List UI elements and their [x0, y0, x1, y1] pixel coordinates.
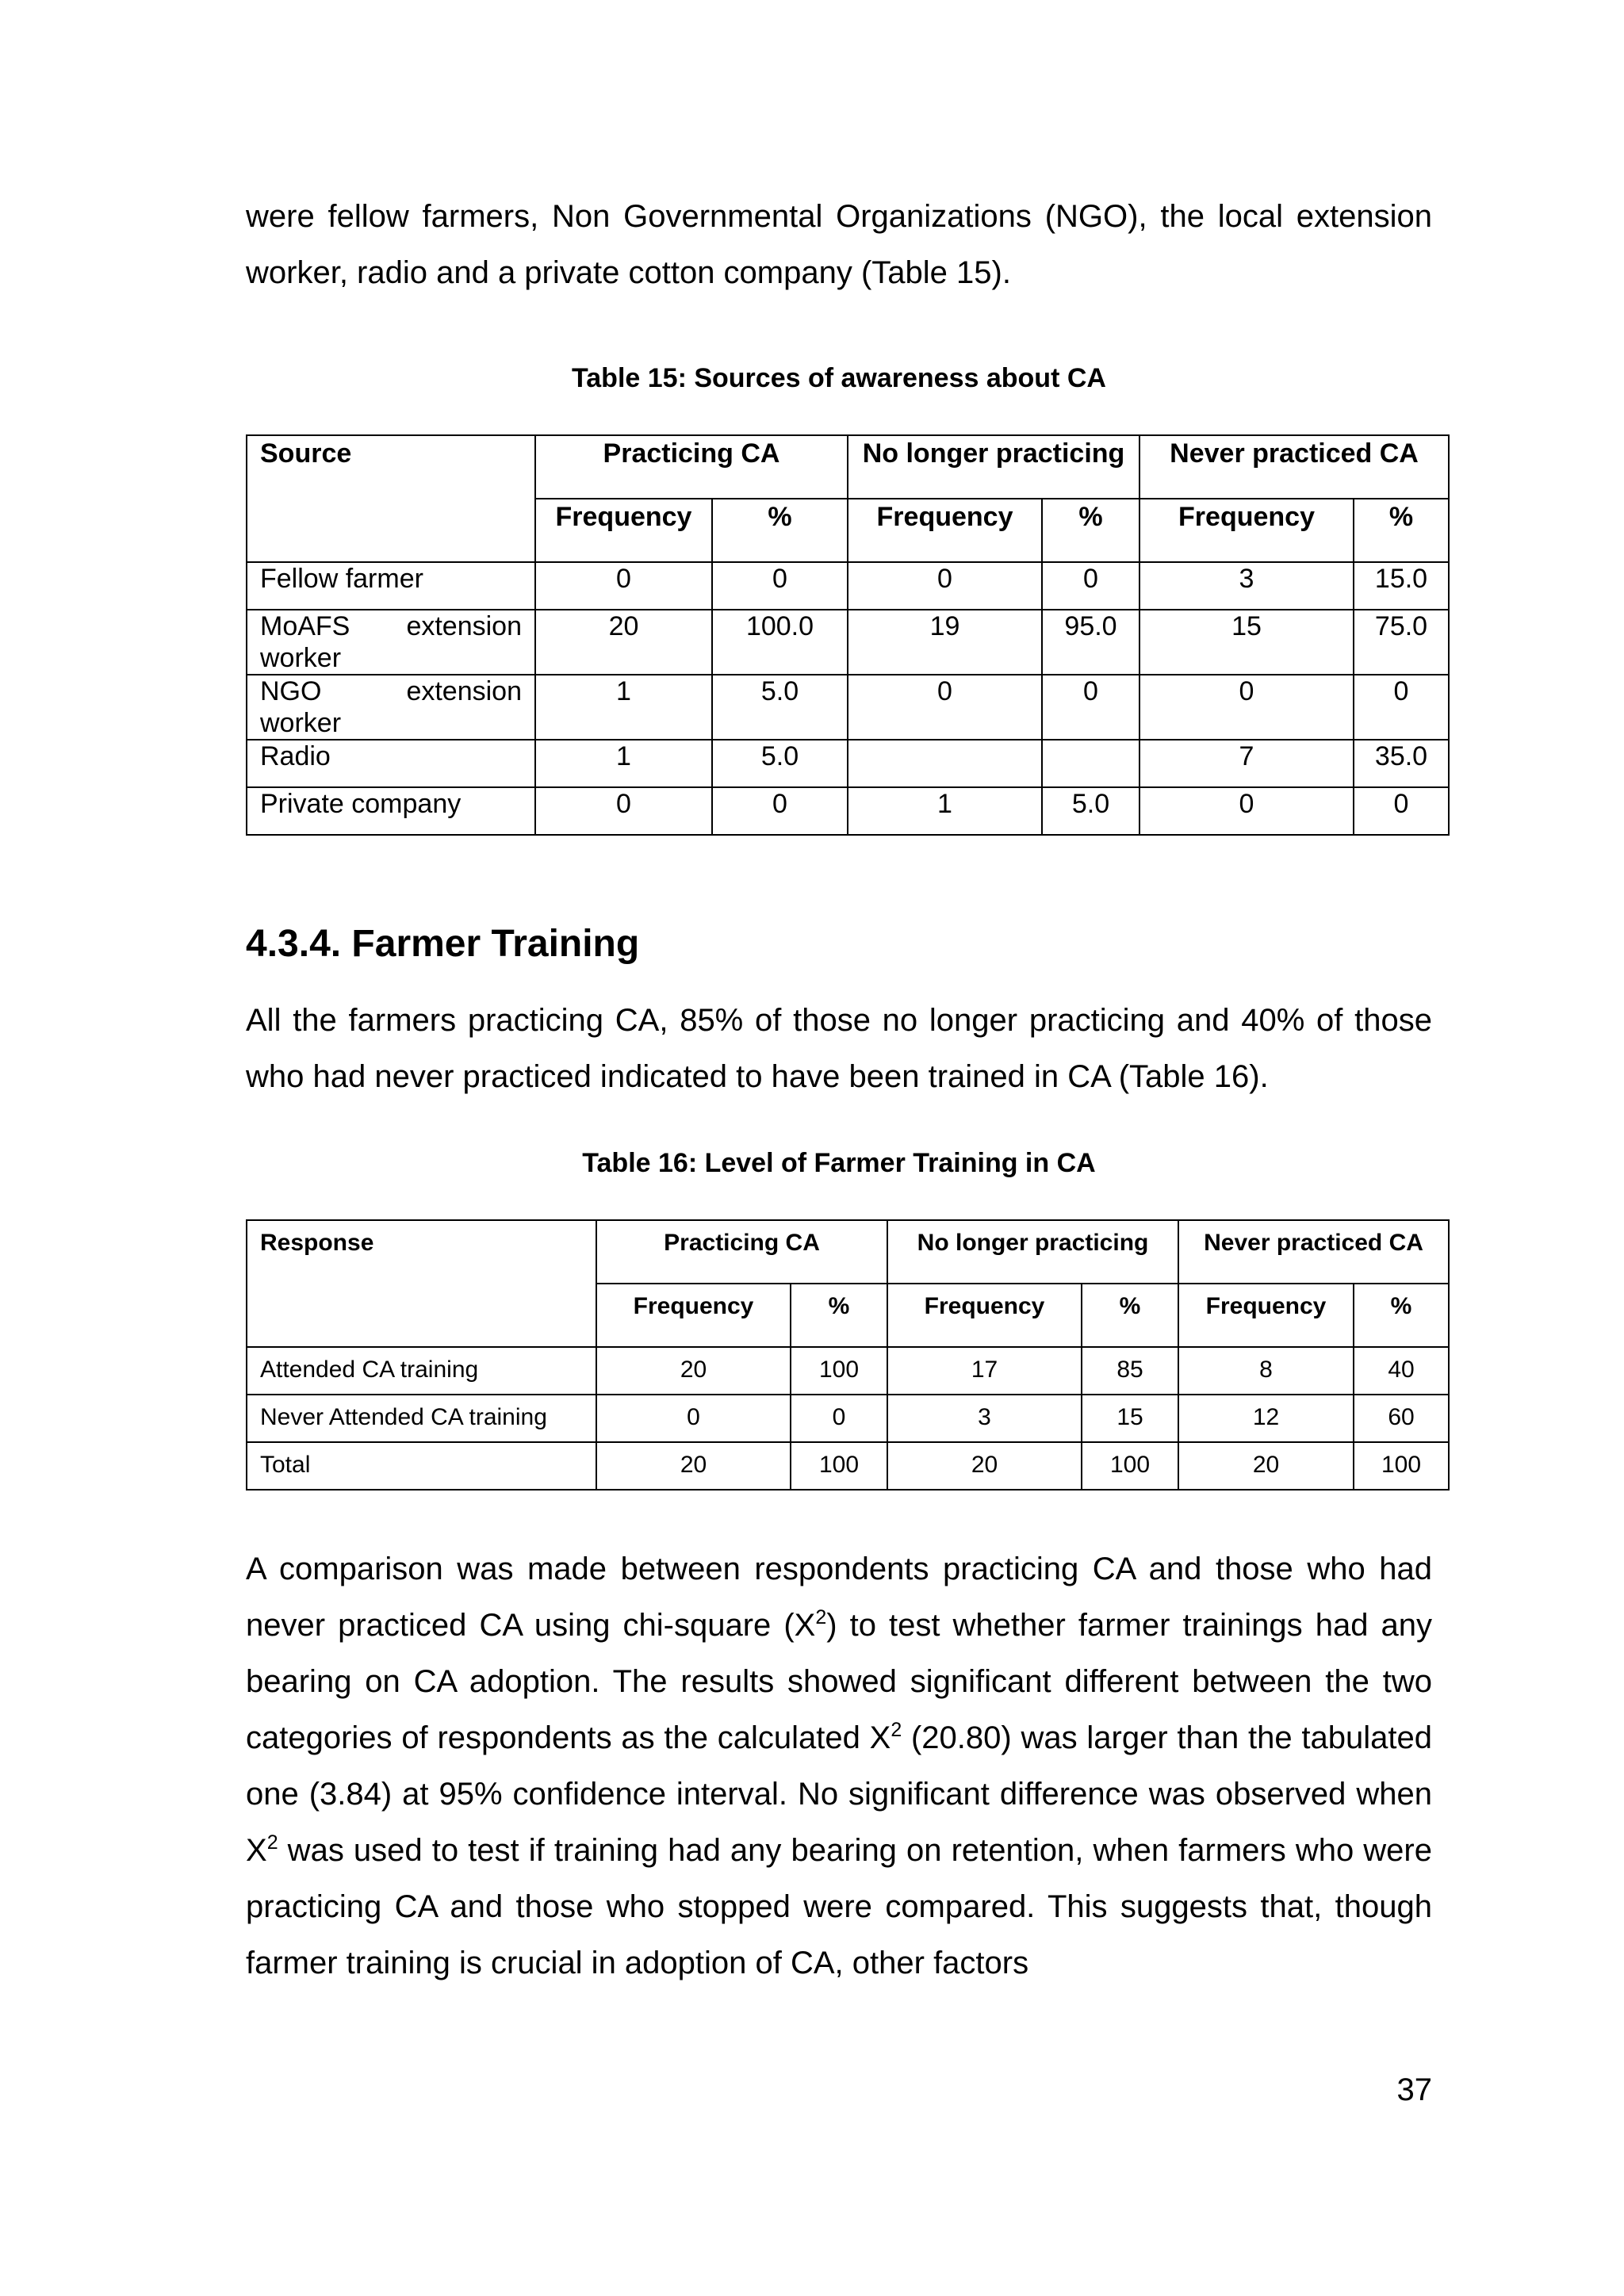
table-cell: 5.0	[712, 675, 848, 740]
table-row	[247, 1347, 1449, 1395]
table-cell: 15.0	[1354, 562, 1449, 610]
table-16-group-header: Never practiced CA	[1178, 1220, 1449, 1284]
table-cell: 15	[1082, 1395, 1178, 1442]
paragraph-3-text: (20.80) was larger than the tabulated one (3.84) at 95% confidence interval. No significant difference was observed when X	[246, 1720, 1432, 1868]
superscript: 2	[891, 1719, 902, 1741]
table-row	[247, 675, 1449, 740]
table-cell: 12	[1178, 1395, 1354, 1442]
page-number: 37	[1396, 2072, 1432, 2107]
table-cell: 0	[1139, 787, 1354, 835]
row-label: MoAFS extension worker	[247, 610, 535, 675]
row-label: Private company	[247, 787, 535, 835]
table-cell: 17	[887, 1347, 1082, 1395]
table-16-sub-header: Frequency	[1178, 1284, 1354, 1347]
table-16	[246, 1219, 1450, 1490]
superscript: 2	[266, 1831, 278, 1854]
table-cell: 0	[712, 787, 848, 835]
table-cell: 100	[1082, 1442, 1178, 1490]
table-cell: 19	[848, 610, 1042, 675]
table-15	[246, 434, 1450, 836]
row-label: Fellow farmer	[247, 562, 535, 610]
table-cell: 8	[1178, 1347, 1354, 1395]
table-row	[247, 610, 1449, 675]
table-16-caption: Table 16: Level of Farmer Training in CA	[582, 1148, 1096, 1178]
paragraph-3	[246, 1541, 1432, 1992]
table-row	[247, 787, 1449, 835]
table-cell: 100	[791, 1442, 887, 1490]
table-row	[247, 562, 1449, 610]
table-16-group-header: No longer practicing	[887, 1220, 1178, 1284]
table-cell: 100	[1354, 1442, 1449, 1490]
table-cell: 85	[1082, 1347, 1178, 1395]
section-heading: 4.3.4. Farmer Training	[246, 923, 640, 965]
table-15-group-header: No longer practicing	[848, 435, 1139, 499]
table-cell: 15	[1139, 610, 1354, 675]
table-cell: 20	[596, 1442, 791, 1490]
table-16-response-header: Response	[247, 1220, 596, 1347]
table-cell: 40	[1354, 1347, 1449, 1395]
table-row	[247, 1395, 1449, 1442]
table-15-group-header: Never practiced CA	[1139, 435, 1449, 499]
table-cell: 5.0	[712, 740, 848, 787]
row-label: Total	[247, 1442, 596, 1490]
table-15-sub-header: Frequency	[1139, 499, 1354, 562]
table-cell: 35.0	[1354, 740, 1449, 787]
paragraph-3-text: A comparison was made between respondents practicing CA and those who had never practiced CA using chi-square (X	[246, 1552, 1432, 1643]
table-cell: 0	[848, 675, 1042, 740]
table-cell: 20	[535, 610, 712, 675]
table-15-sub-header: Frequency	[848, 499, 1042, 562]
table-15-caption: Table 15: Sources of awareness about CA	[572, 363, 1106, 393]
table-cell: 0	[848, 562, 1042, 610]
table-cell: 100.0	[712, 610, 848, 675]
table-cell: 1	[535, 740, 712, 787]
superscript: 2	[815, 1606, 827, 1628]
table-cell: 75.0	[1354, 610, 1449, 675]
table-cell: 95.0	[1042, 610, 1139, 675]
table-15-sub-header: %	[1042, 499, 1139, 562]
table-16-sub-header: Frequency	[887, 1284, 1082, 1347]
table-cell: 1	[535, 675, 712, 740]
table-15-sub-header: Frequency	[535, 499, 712, 562]
table-cell: 3	[1139, 562, 1354, 610]
table-cell	[848, 740, 1042, 787]
table-cell: 0	[1354, 787, 1449, 835]
table-16-sub-header: %	[1354, 1284, 1449, 1347]
table-15-sub-header: %	[1354, 499, 1449, 562]
table-cell: 0	[535, 562, 712, 610]
table-cell: 60	[1354, 1395, 1449, 1442]
table-row	[247, 740, 1449, 787]
table-row	[247, 1442, 1449, 1490]
table-cell: 20	[596, 1347, 791, 1395]
table-16-sub-header: %	[791, 1284, 887, 1347]
row-label: Attended CA training	[247, 1347, 596, 1395]
table-cell: 0	[791, 1395, 887, 1442]
table-15-group-header: Practicing CA	[535, 435, 848, 499]
row-label: Radio	[247, 740, 535, 787]
table-cell	[1042, 740, 1139, 787]
table-cell: 100	[791, 1347, 887, 1395]
table-cell: 0	[1354, 675, 1449, 740]
table-16-sub-header: Frequency	[596, 1284, 791, 1347]
table-cell: 1	[848, 787, 1042, 835]
row-label: Never Attended CA training	[247, 1395, 596, 1442]
table-16-group-header: Practicing CA	[596, 1220, 887, 1284]
table-cell: 20	[887, 1442, 1082, 1490]
table-cell: 0	[1042, 562, 1139, 610]
table-cell: 0	[1139, 675, 1354, 740]
paragraph-3-text: was used to test if training had any bearing on retention, when farmers who were practicing CA and those who stopped were compared. This suggests that, though farmer training is crucial in adoption of CA, other factors	[246, 1833, 1432, 1980]
table-cell: 0	[596, 1395, 791, 1442]
table-15-source-header: Source	[247, 435, 535, 562]
table-cell: 0	[535, 787, 712, 835]
table-cell: 5.0	[1042, 787, 1139, 835]
table-cell: 20	[1178, 1442, 1354, 1490]
table-cell: 0	[712, 562, 848, 610]
paragraph-1: were fellow farmers, Non Governmental Organizations (NGO), the local extension worker, radio and a private cotton company (Table 15).	[246, 199, 1432, 290]
row-label: NGO extension worker	[247, 675, 535, 740]
paragraph-3-text: ) to test whether farmer trainings had any bearing on CA adoption. The results showed significant different between the two categories of respondents as the calculated X	[246, 1608, 1432, 1755]
table-cell: 3	[887, 1395, 1082, 1442]
table-16-sub-header: %	[1082, 1284, 1178, 1347]
table-cell: 7	[1139, 740, 1354, 787]
table-15-sub-header: %	[712, 499, 848, 562]
table-cell: 0	[1042, 675, 1139, 740]
paragraph-2: All the farmers practicing CA, 85% of those no longer practicing and 40% of those who had never practiced indicated to have been trained in CA (Table 16).	[246, 1003, 1432, 1094]
